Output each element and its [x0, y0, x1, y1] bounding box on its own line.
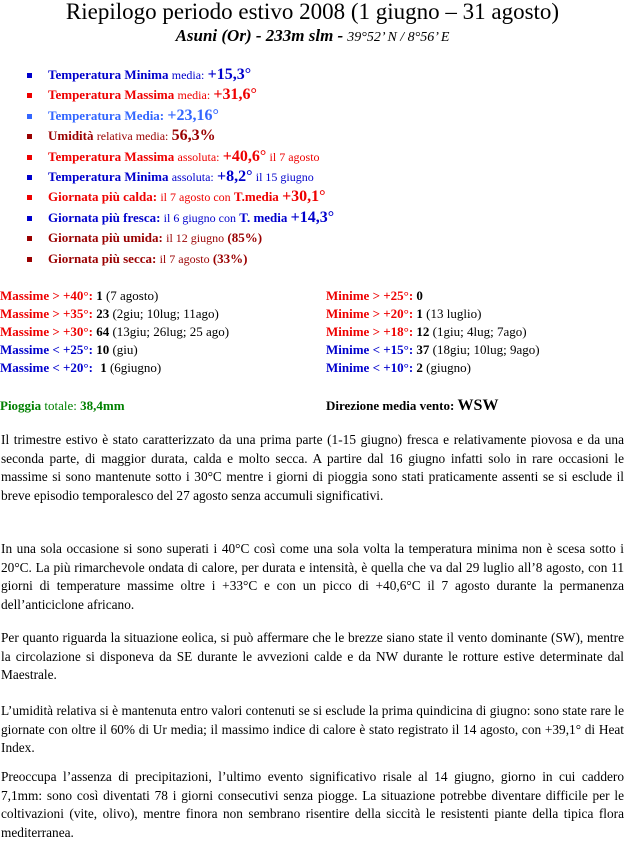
count-label: Massime > +35°: [0, 306, 93, 321]
bullet-square-icon [27, 257, 32, 262]
count-value: 37 [416, 342, 430, 357]
summary-item-humidity [0, 126, 625, 146]
total-rain [0, 396, 125, 416]
bullet-square-icon [27, 195, 32, 200]
count-label: Massime > +40°: [0, 288, 93, 303]
summary-item-most-humid-day [0, 228, 625, 248]
summary-desc: media: [177, 88, 211, 103]
summary-date: il 15 giugno [255, 169, 314, 184]
paragraph-drought: Preoccupa l’assenza di precipitazioni, l’ultimo evento significativo risale al 14 giugno, giorno in cui caddero 7,1mm: sono così diventati 78 i giorni consecutivi senza piogge. La situazione potrebbe diventare difficile per le coltivazioni (vite, olivo), mentre finora non sembrano risentire della siccità le resistenti piante della tipica flora mediterranea. [1, 769, 624, 840]
summary-item-max-abs [0, 147, 625, 167]
count-label: Minime > +20°: [326, 306, 414, 321]
count-dates: (1giu; 4lug; 7ago) [432, 324, 527, 339]
count-row [326, 305, 540, 323]
summary-date: il 7 agosto con [160, 190, 231, 205]
wind-value: WSW [457, 397, 499, 414]
wind-direction [326, 396, 498, 416]
count-label: Massime < +25°: [0, 342, 93, 357]
summary-list [0, 65, 625, 269]
count-label: Minime > +18°: [326, 324, 414, 339]
summary-item-driest-day [0, 249, 625, 269]
count-value: 2 [416, 360, 423, 375]
count-dates: (6giugno) [109, 360, 162, 375]
summary-value: +8,2° [216, 167, 253, 185]
summary-item-mean [0, 106, 625, 126]
count-row [326, 359, 540, 377]
count-row [0, 341, 229, 359]
count-value: 64 [96, 324, 110, 339]
paragraph-wind: Per quanto riguarda la situazione eolica, si può affermare che le brezze siano state il vento dominante (SW), mentre la circolazione si disponeva da SE durante le avvezioni calde e da NW durante le rotture estive determinate dal Maestrale. [1, 630, 624, 682]
count-label: Minime > +25°: [326, 288, 414, 303]
summary-label: Giornata più secca: [48, 250, 157, 266]
summary-item-min-avg [0, 65, 625, 85]
summary-label: Temperatura Minima [48, 67, 169, 82]
summary-label: Temperatura Media: [48, 107, 165, 123]
count-value: 12 [416, 324, 430, 339]
count-dates: (2giu; 10lug; 11ago) [112, 306, 219, 321]
paragraph-humidity: L’umidità relativa si è mantenuta entro valori contenuti se si esclude la prima quindicina di giugno: sono state rare le giornate con oltre il 60% di Ur media; il massimo indice di calore è stato registrato il 14 agosto, con +39,1° di Heat Index. [1, 703, 624, 755]
summary-value: (33%) [212, 250, 248, 266]
coordinates: 39°52’ N / 8°56’ E [347, 30, 450, 45]
summary-label: Temperatura Massima [48, 148, 175, 164]
summary-label: Temperatura Minima [48, 168, 169, 184]
bullet-square-icon [27, 216, 32, 221]
summary-label: Temperatura Massima [48, 87, 175, 103]
count-row [326, 287, 540, 305]
count-dates: (18giu; 10lug; 9ago) [432, 342, 540, 357]
bullet-square-icon [27, 114, 32, 119]
count-label: Minime < +10°: [326, 360, 414, 375]
summary-item-hottest-day [0, 187, 625, 207]
count-value: 1 [100, 360, 107, 375]
bullet-square-icon [27, 73, 32, 78]
count-dates: (7 agosto) [105, 288, 159, 303]
count-value: 1 [416, 306, 423, 321]
min-temperature-counts [326, 287, 540, 377]
count-value: 10 [96, 342, 110, 357]
bullet-square-icon [27, 155, 32, 160]
count-dates: (giu) [112, 342, 138, 357]
count-row [0, 359, 229, 377]
summary-label: Giornata più calda: [48, 189, 158, 205]
rain-desc: totale: [44, 398, 77, 413]
summary-date: il 6 giugno con [163, 210, 236, 225]
summary-metric: T. media [239, 209, 288, 225]
rain-value: 38,4mm [80, 398, 125, 413]
summary-item-coolest-day [0, 208, 625, 228]
summary-value: +14,3° [290, 208, 335, 226]
summary-desc: media: [171, 68, 205, 82]
rain-label: Pioggia [0, 398, 42, 413]
count-dates: (13 luglio) [426, 306, 482, 321]
bullet-square-icon [27, 93, 32, 98]
max-temperature-counts [0, 287, 229, 377]
bullet-square-icon [27, 236, 32, 241]
summary-desc: relativa media: [96, 129, 169, 144]
count-value: 23 [96, 306, 110, 321]
summary-desc: assoluta: [171, 169, 214, 184]
summary-date: il 7 agosto [269, 149, 320, 164]
count-row [0, 287, 229, 305]
count-row [326, 341, 540, 359]
location: Asuni (Or) - 233m slm - [175, 26, 344, 45]
summary-label: Giornata più umida: [48, 230, 163, 246]
wind-label: Direzione media vento: [326, 398, 455, 413]
summary-metric: T.media [233, 189, 279, 205]
summary-value: 56,3% [171, 127, 216, 145]
count-dates: (13giu; 26lug; 25 ago) [112, 324, 230, 339]
count-value: 0 [416, 288, 423, 303]
summary-date: il 7 agosto [159, 251, 210, 266]
count-label: Minime < +15°: [326, 342, 414, 357]
summary-label: Giornata più fresca: [48, 209, 161, 225]
summary-item-max-avg [0, 85, 625, 105]
summary-value: (85%) [227, 230, 263, 246]
count-row [0, 323, 229, 341]
count-row [0, 305, 229, 323]
page-subtitle [0, 25, 625, 49]
paragraph-heatwave: In una sola occasione si sono superati i 40°C così come una sola volta la temperatura minima non è scesa sotto i 20°C. La più rimarchevole ondata di calore, per durata e intensità, è quella che va dal 29 luglio all’8 agosto, con 11 giorni di temperature massime oltre i +33°C e con un picco di +40,6°C il 7 agosto durante la permanenza dell’anticiclone africano. [1, 541, 624, 612]
bullet-square-icon [27, 134, 32, 139]
summary-value: +30,1° [282, 188, 326, 206]
count-row [326, 323, 540, 341]
summary-label: Umidità [48, 128, 94, 144]
count-label: Massime > +30°: [0, 324, 93, 339]
bullet-square-icon [27, 175, 32, 180]
count-label: Massime < +20°: [0, 360, 93, 375]
summary-date: il 12 giugno [166, 231, 225, 246]
summary-value: +40,6° [222, 147, 267, 165]
count-dates: (giugno) [426, 360, 471, 375]
summary-value: +15,3° [207, 66, 252, 83]
summary-value: +23,16° [167, 106, 219, 124]
summary-item-min-abs [0, 167, 625, 187]
count-value: 1 [96, 288, 103, 303]
summary-value: +31,6° [213, 86, 257, 104]
paragraph-overview: Il trimestre estivo è stato caratterizzato da una prima parte (1-15 giugno) fresca e relativamente piovosa e da una seconda parte, di maggior durata, calda e molto secca. A partire dal 16 giugno infatti solo in rare occasioni le massime si sono mantenute sotto i 30°C mentre i giorni di pioggia sono stati praticamente assenti se si esclude il breve episodio temporalesco del 27 agosto senza accumuli significativi. [1, 432, 624, 503]
summary-desc: assoluta: [177, 149, 220, 164]
page-title: Riepilogo periodo estivo 2008 (1 giugno – 31 agosto) [65, 0, 560, 24]
